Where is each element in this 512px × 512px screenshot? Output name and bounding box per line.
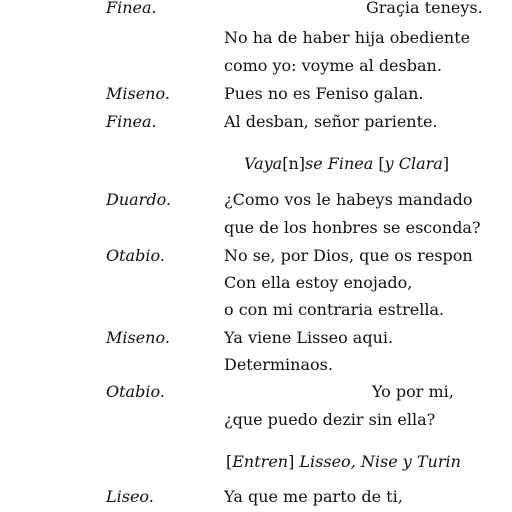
stage-direction-enter (226, 452, 461, 471)
stage-direction-part: se Finea (305, 154, 374, 173)
stage-direction-part: ] (442, 154, 450, 173)
verse-line: como yo: voyme al desban. (224, 56, 442, 75)
stage-direction-part: Vaya (244, 154, 283, 173)
speaker-name: Finea. (106, 0, 157, 17)
verse-line: Yo por mi, (372, 382, 454, 401)
verse-line: Pues no es Feniso galan. (224, 84, 424, 103)
verse-line: Al desban, señor pariente. (224, 112, 438, 131)
stage-direction-part: [n] (282, 154, 305, 173)
speaker-name: Finea. (106, 112, 157, 131)
verse-line: o con mi contraria estrella. (224, 300, 445, 319)
speaker-name: Miseno. (106, 328, 170, 347)
stage-direction-part: Lisseo, Nise y Turin (299, 452, 461, 471)
verse-line: No ha de haber hija obediente (224, 28, 471, 47)
verse-line: que de los honbres se esconda? (224, 218, 481, 237)
stage-direction-part: [ (226, 452, 233, 471)
verse-line: Con ella estoy enojado, (224, 273, 413, 292)
verse-line: Determinaos. (224, 355, 333, 374)
stage-direction-part: Entren (232, 452, 289, 471)
verse-line: ¿que puedo dezir sin ella? (224, 410, 436, 429)
speaker-name: Duardo. (106, 190, 171, 209)
verse-line: Ya viene Lisseo aqui. (224, 328, 394, 347)
speaker-name: Miseno. (106, 84, 170, 103)
verse-line: Graçia teneys. (366, 0, 483, 17)
speaker-name: Liseo. (106, 487, 154, 506)
verse-line: Ya que me parto de ti, (224, 487, 403, 506)
stage-direction-exit (244, 154, 449, 173)
stage-direction-part: y Clara (384, 154, 443, 173)
verse-line: ¿Como vos le habeys mandado (224, 190, 473, 209)
speaker-name: Otabio. (106, 246, 165, 265)
stage-direction-part: [ (373, 154, 385, 173)
speaker-name: Otabio. (106, 382, 165, 401)
stage-direction-part: ] (288, 452, 300, 471)
verse-line: No se, por Dios, que os respon (224, 246, 473, 265)
